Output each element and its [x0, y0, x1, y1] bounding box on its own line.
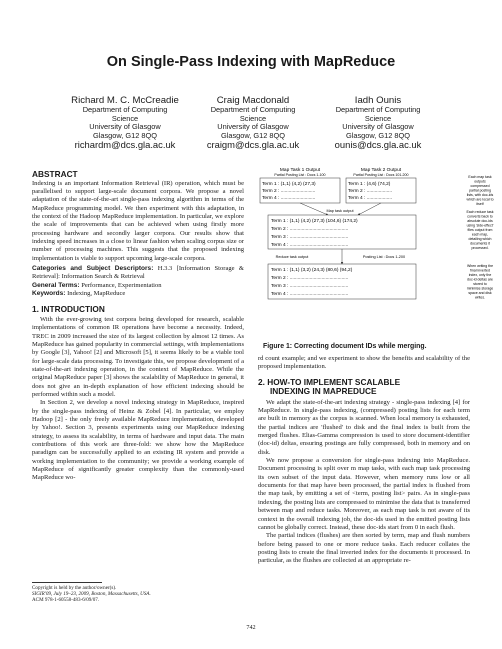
section-paragraph: The partial indices (flushes) are then sorted by term, map and flush numbers before being passed to one or more reduce tasks. Each reducer collates the posting lists to create the final inverted index for the documents it processed. In particular, as the flushes are collected at an appropriate re- [258, 532, 470, 565]
author-name: Iadh Ounis [354, 95, 402, 106]
author-affiliation: Science [111, 113, 139, 123]
page-number: 742 [246, 624, 256, 631]
note-line: using 'side-effect' [466, 223, 494, 228]
map2-title: Map Task 2 Output [360, 168, 402, 173]
author-affiliation: Science [364, 113, 392, 123]
map-task-output-label: Map task output [326, 209, 354, 213]
note-line: converts back to [467, 214, 493, 219]
note-line: index, only the [468, 273, 492, 277]
introduction-paragraph: In Section 2, we develop a novel indexing strategy in MapReduce, inspired by the single-pass indexing of Heinz & Zobel [4]. In particular, we employ Hadoop [2] - the only freely available MapReduce implementation, developed by Yahoo!. Section 3, presents experiments using our MapReduce indexing strategy, to assess its scalability, in terms of hardware and input data. The main contributions of this work are three-fold: we show how the MapReduce paradigm can be successfully applied to an existing IR system and provide a working implementation to the community; we provide a working example of MapReduce of significantly greater complexity than the commonly-used MapReduce wo- [32, 399, 244, 482]
note-line: detailing which [468, 237, 492, 241]
map1-row: Term 2 : .......................... [262, 189, 316, 194]
map2-row: Term 1 : (4,6) (74,2) [348, 182, 391, 187]
note-line: lists, with doc-ids [466, 193, 494, 197]
right-column [258, 355, 470, 566]
categories-line [32, 265, 244, 282]
note-line: which are local to [466, 197, 494, 202]
author-affiliation: University of Glasgow [342, 122, 414, 132]
arrow [300, 203, 328, 215]
note-line: writes. [474, 295, 486, 300]
note-line: Each map task [468, 175, 492, 179]
figure-1 [258, 165, 496, 345]
map2-row: Term 4 : ................... [348, 196, 392, 201]
reduce-task-output-label: Reduce task output [275, 255, 309, 259]
note-middle [466, 210, 493, 250]
copyright-footnote [32, 585, 242, 603]
author-block [60, 95, 190, 151]
final-row: Term 3 : ............................................ [271, 284, 349, 289]
note-top [466, 175, 493, 206]
introduction-paragraph: With the ever-growing test corpora being developed for research, scalable implementations of common IR operations have become a necessity. Indeed, TREC in 2009 increased the size of its largest collection by almost 12 times. As MapReduce has gained popularity in commercial settings, with implementations by Google [3], Yahoo! [2] and Microsoft [5], it seems likely to be a viable tool for large-scale data processing. To investigate this, we propose development of a state-of-the-art indexing operation, in the context of MapReduce. While the original MapReduce paper [3] shows the scalability of MapReduce in general, it does not give an in-depth explanation of how efficient indexing should be performed within such a model. [32, 315, 244, 398]
map1-title: Map Task 1 Output [279, 168, 321, 173]
note-bottom [467, 264, 494, 300]
author-affiliation: Glasgow, G12 8QQ [345, 130, 411, 140]
author-name: Richard M. C. McCreadie [71, 95, 179, 106]
footnote-rule [32, 582, 102, 583]
footnote-line: Copyright is held by the author/owner(s). [32, 585, 117, 591]
author-block [318, 95, 438, 151]
note-line: minimise storage [466, 286, 494, 291]
note-line: absolute doc-ids [467, 219, 493, 223]
paper-title: On Single-Pass Indexing with MapReduce [106, 54, 396, 70]
author-affiliation: Department of Computing [335, 105, 421, 114]
note-line: each map, [471, 232, 489, 237]
note-line: partial posting [469, 188, 491, 193]
author-affiliation: Glasgow, G12 8QQ [220, 130, 286, 140]
map1-subtitle: Partial Posting List : Docs 1-100 [274, 173, 326, 177]
section-paragraph: rd count example; and we experiment to show the benefits and scalability of the proposed implementation. [258, 355, 470, 371]
categories-label: Categories and Subject Descriptors: [32, 264, 154, 272]
footnote-line: ACM 978-1-60558-483-6/09/07. [32, 597, 100, 604]
author-affiliation: Department of Computing [210, 105, 296, 114]
final-row: Term 4 : ............................................ [271, 292, 349, 297]
author-affiliation: Glasgow, G12 8QQ [92, 130, 158, 140]
note-line: doc-id deltas are [467, 277, 493, 282]
note-line: space and disk [468, 291, 492, 295]
figure-caption: Figure 1: Correcting document IDs while merging. [263, 343, 427, 350]
section-paragraph: We adapt the state-of-the-art indexing strategy - single-pass indexing [4] for MapReduce. In single-pass indexing, (compressed) posting lists for each term are built in memory as the corpus is scanned. When local memory is exhausted, the partial indices are 'flushed' to disk and the final index is built from the merged flushes. Elias-Gamma compression is used to store document-identifier (doc-id) deltas, ensuring postings are fully compressed, both in memory and on disk. [258, 398, 470, 456]
section-paragraph: We now propose a conversion for single-pass indexing into MapReduce. Document processing is split over m map tasks, with each map task processing its own subset of the input data. However, when memory runs low or all documents for that map have been processed, the partial index is flushed from the map task, by emitting a set of <term, posting list> pairs. As in single-pass indexing, the posting lists are compressed to minimise the data that is transferred between map and reduce tasks. Moreover, as each map task is not aware of its context in the overall indexing job, the doc-ids used in the emitted posting lists cannot be globally correct. Instead, these doc-ids start from 0 in each flush. [258, 457, 470, 531]
map1-row: Term 4 : .......................... [262, 196, 316, 201]
merged-row: Term 2 : ............................................ [271, 227, 349, 232]
note-line: final inverted [470, 268, 490, 273]
map2-subtitle: Partial Posting List : Docs 101-200 [353, 173, 409, 177]
general-terms-value: Performance, Experimentation [81, 281, 162, 289]
keywords-line [32, 290, 244, 298]
footnote-line: SIGIR'09, July 19–23, 2009, Boston, Massachusetts, USA. [32, 591, 151, 598]
keywords-value: Indexing, MapReduce [67, 289, 126, 297]
section-2-heading-cont: INDEXING IN MAPREDUCE [270, 386, 377, 397]
author-affiliation: University of Glasgow [89, 122, 161, 132]
author-affiliation: University of Glasgow [217, 122, 289, 132]
merged-row: Term 1 : (1,1) (4,2) (27,3) (104,6) (174,2) [271, 219, 358, 224]
figure-diagram [258, 165, 496, 345]
author-name: Craig Macdonald [216, 95, 290, 106]
abstract-text: Indexing is an important Information Retrieval (IR) operation, which must be parallelised to support large-scale document corpora. We propose a novel adaptation of the state-of-the-art single-pass indexing algorithm in terms of the MapReduce programming model. We then experiment with this adaptation, in the context of the Hadoop MapReduce implementation. In particular, we explore the scale of improvements that can be achieved when using firstly more processing hardware and secondly larger corpora. Our results show that indexing speed increases in a close to linear fashion when scaling corpus size or number of processing machines. This suggests that the proposed indexing implementation is viable to support upcoming large-scale corpora. [32, 179, 244, 262]
merged-row: Term 3 : ............................................ [271, 235, 349, 240]
note-line: documents it [470, 241, 490, 246]
note-line: compressed [470, 184, 490, 188]
note-line: When writing the [466, 264, 494, 268]
arrow [358, 203, 381, 215]
introduction-heading: 1. INTRODUCTION [32, 304, 105, 315]
author-email: richardm@dcs.gla.ac.uk [74, 139, 176, 151]
author-affiliation: Science [239, 113, 267, 123]
author-email: craigm@dcs.gla.ac.uk [206, 139, 300, 151]
left-column [32, 170, 244, 483]
author-affiliation: Department of Computing [82, 105, 168, 114]
categories-value: H.3.3 [Information Storage & Retrieval]: Information Search & Retrieval [32, 264, 244, 281]
author-block [193, 95, 313, 151]
map1-row: Term 1 : (1,1) (4,2) (27,3) [262, 182, 316, 187]
author-email: ounis@dcs.gla.ac.uk [334, 139, 422, 151]
note-line: files output from [467, 228, 493, 232]
keywords-label: Keywords: [32, 289, 66, 297]
map2-row: Term 2 : ................... [348, 189, 392, 194]
general-terms-label: General Terms: [32, 281, 80, 289]
merged-row: Term 4 : ............................................ [271, 243, 349, 248]
abstract-heading: ABSTRACT [32, 169, 78, 179]
note-line: Each reduce task [466, 210, 494, 214]
posting-list-label: Posting List : Docs 1-200 [362, 255, 406, 259]
note-line: processed. [471, 246, 489, 250]
final-row: Term 1 : (1,1) (3,2) (24,3) (80,6) (94,2) [271, 268, 353, 273]
note-line: stored to [473, 282, 487, 286]
note-line: outputs [474, 179, 486, 184]
note-line: itself [476, 202, 484, 206]
general-terms-line [32, 282, 244, 290]
final-row: Term 2 : ............................................ [271, 276, 349, 281]
section-2-heading: 2. HOW-TO IMPLEMENT SCALABLE [258, 376, 401, 387]
